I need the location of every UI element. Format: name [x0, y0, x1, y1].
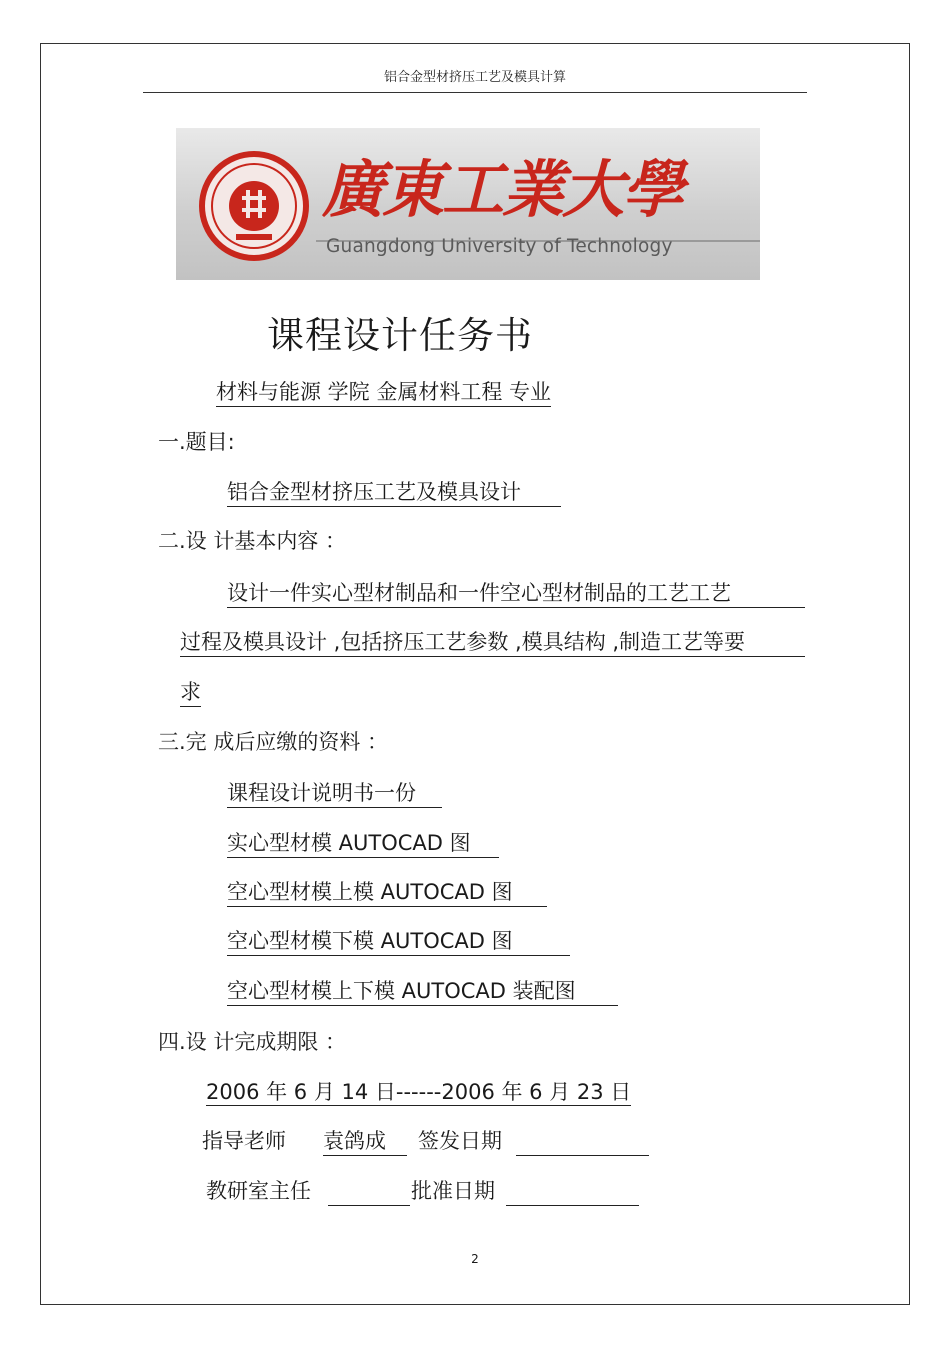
- deadline-line: [206, 1079, 631, 1105]
- faculty-major-line: 材料与能源 学院 金属材料工程 专业: [216, 379, 551, 407]
- deliverable-item: 实心型材模 AUTOCAD 图: [227, 830, 499, 858]
- university-name-cn: 廣東工業大學: [322, 153, 683, 226]
- advisor-label: 指导老师: [202, 1129, 286, 1153]
- content-line-3: 求: [180, 679, 201, 707]
- director-label: 教研室主任: [206, 1179, 311, 1203]
- section3-heading: 三.完 成后应缴的资料 ：: [158, 730, 389, 754]
- section2-heading: 二.设 计基本内容 ：: [158, 529, 347, 553]
- running-header: 铝合金型材挤压工艺及模具计算: [383, 70, 566, 85]
- advisor-name: 袁鸽成: [323, 1128, 407, 1156]
- issue-date-blank: [516, 1128, 649, 1156]
- issue-date-label: 签发日期: [418, 1129, 502, 1153]
- period-start: 2006 年 6 月 14 日: [206, 1080, 396, 1104]
- deliverable-item: 课程设计说明书一份: [227, 780, 442, 808]
- content-line-2: 过程及模具设计 ,包括挤压工艺参数 ,模具结构 ,制造工艺等要: [180, 629, 805, 657]
- approve-date-label: 批准日期: [411, 1179, 495, 1203]
- period-separator: ------: [395, 1080, 442, 1104]
- university-name-en: Guangdong University of Technology: [326, 236, 673, 257]
- page-number: 2: [471, 1252, 479, 1266]
- project-topic: 铝合金型材挤压工艺及模具设计: [227, 479, 561, 507]
- header-rule: [143, 92, 807, 93]
- section1-heading: 一.题目:: [158, 430, 235, 454]
- director-signature-blank: [328, 1178, 410, 1206]
- section4-heading: 四.设 计完成期限 ：: [158, 1030, 347, 1054]
- period-end: 2006 年 6 月 23 日: [441, 1080, 632, 1104]
- deliverable-item: 空心型材模下模 AUTOCAD 图: [227, 928, 570, 956]
- document-title: 课程设计任务书: [267, 314, 533, 357]
- approve-date-blank: [506, 1178, 639, 1206]
- content-line-1: 设计一件实心型材制品和一件空心型材制品的工艺工艺: [227, 580, 805, 608]
- deliverable-item: 空心型材模上模 AUTOCAD 图: [227, 879, 547, 907]
- deliverable-item: 空心型材模上下模 AUTOCAD 装配图: [227, 978, 618, 1006]
